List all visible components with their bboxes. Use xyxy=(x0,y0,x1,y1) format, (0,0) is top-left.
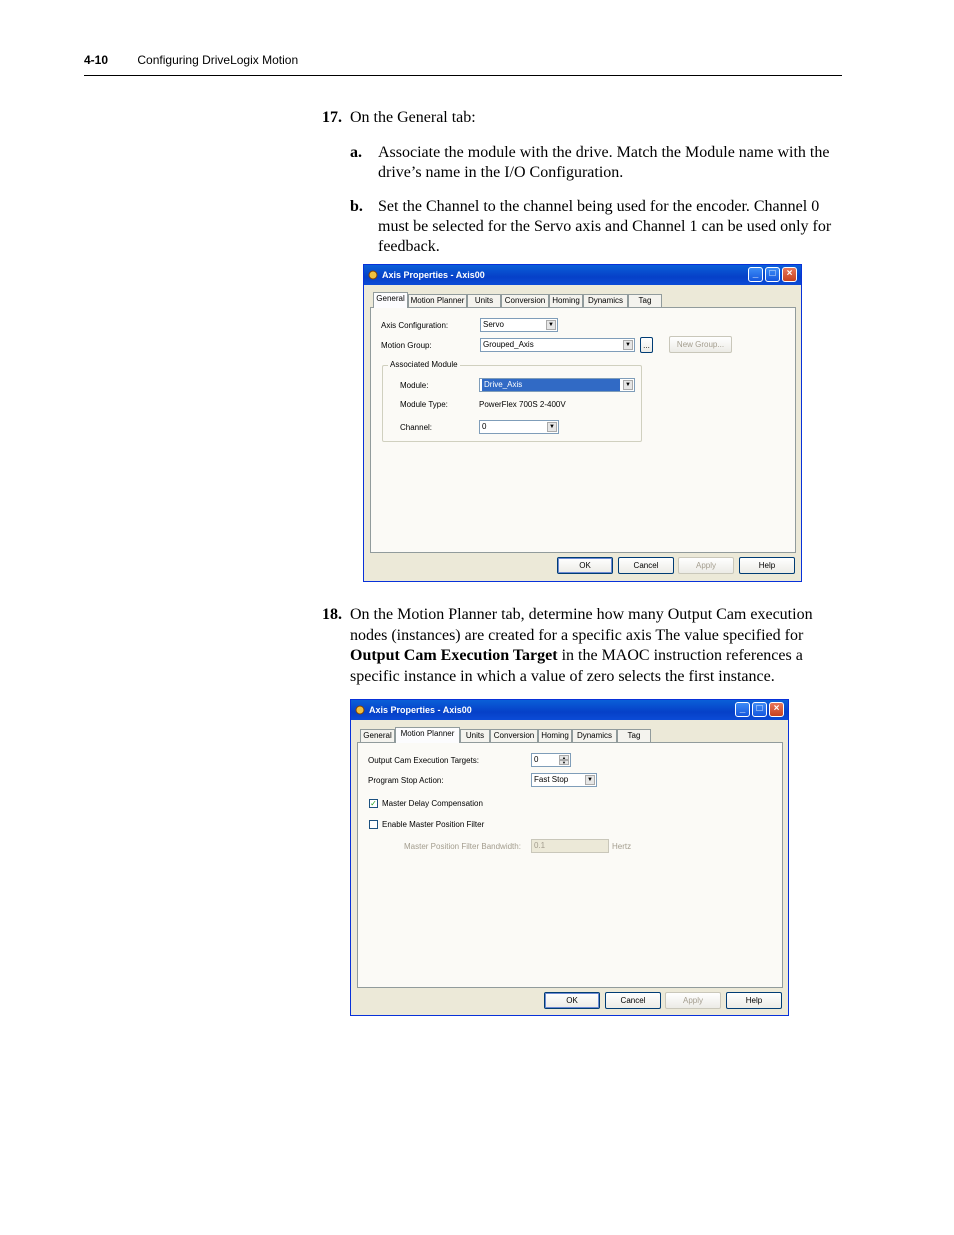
spin-up-icon[interactable]: ▲ xyxy=(559,755,569,760)
chapter-title: Configuring DriveLogix Motion xyxy=(137,53,299,67)
chevron-down-icon: ▼ xyxy=(585,775,595,785)
dialog-title: Axis Properties - Axis00 xyxy=(382,270,485,280)
new-group-button[interactable]: New Group... xyxy=(669,336,732,353)
tab-conversion[interactable]: Conversion xyxy=(490,729,538,742)
maximize-button[interactable] xyxy=(765,267,780,282)
tab-panel xyxy=(357,742,783,988)
module-type-value: PowerFlex 700S 2-400V xyxy=(479,400,566,409)
enable-master-position-filter-label: Enable Master Position Filter xyxy=(382,820,485,829)
filter-bandwidth-input[interactable]: 0.1 xyxy=(531,839,609,853)
associated-module-group xyxy=(382,360,642,442)
tab-motion-planner[interactable]: Motion Planner xyxy=(395,727,460,743)
tab-dynamics[interactable]: Dynamics xyxy=(572,729,617,742)
channel-select[interactable]: 0 ▼ xyxy=(479,420,559,434)
checkmark-icon: ✓ xyxy=(370,799,377,808)
ok-button[interactable]: OK xyxy=(557,557,613,574)
axis-properties-dialog-motion-planner xyxy=(350,699,789,1016)
tab-motion-planner[interactable]: Motion Planner xyxy=(408,294,467,307)
apply-button[interactable]: Apply xyxy=(678,557,734,574)
substep-letter: b. xyxy=(350,198,363,215)
master-delay-compensation-checkbox[interactable] xyxy=(369,799,378,808)
maximize-icon: □ xyxy=(756,703,763,714)
substep-text: Associate the module with the drive. Match the Module name with the drive’s name in the I/O Configuration. xyxy=(378,144,830,181)
axis-configuration-select[interactable]: Servo ▼ xyxy=(480,318,558,332)
motion-group-label: Motion Group: xyxy=(381,341,432,350)
minimize-icon: _ xyxy=(752,268,759,279)
tab-units[interactable]: Units xyxy=(467,294,501,307)
tab-homing[interactable]: Homing xyxy=(538,729,572,742)
chevron-down-icon: ▼ xyxy=(546,320,556,330)
maximize-button[interactable] xyxy=(752,702,767,717)
apply-button[interactable]: Apply xyxy=(665,992,721,1009)
spin-down-icon[interactable]: ▼ xyxy=(559,760,569,765)
browse-button[interactable]: ... xyxy=(640,337,653,353)
chevron-down-icon: ▼ xyxy=(623,380,633,390)
header-rule xyxy=(84,75,842,76)
minimize-button[interactable] xyxy=(735,702,750,717)
title-bar[interactable] xyxy=(351,700,788,720)
running-header xyxy=(84,53,298,67)
tab-units[interactable]: Units xyxy=(460,729,490,742)
enable-master-position-filter-checkbox[interactable] xyxy=(369,820,378,829)
help-button[interactable]: Help xyxy=(739,557,795,574)
axis-icon xyxy=(355,705,365,715)
tab-panel xyxy=(370,307,796,553)
tab-dynamics[interactable]: Dynamics xyxy=(583,294,628,307)
axis-properties-dialog-general xyxy=(363,264,802,582)
channel-label: Channel: xyxy=(400,423,433,432)
step-17 xyxy=(322,108,842,129)
close-button[interactable] xyxy=(769,702,784,717)
help-button[interactable]: Help xyxy=(726,992,782,1009)
dialog-title: Axis Properties - Axis00 xyxy=(369,705,472,715)
minimize-button[interactable] xyxy=(748,267,763,282)
substep-a xyxy=(350,143,842,183)
program-stop-action-label: Program Stop Action: xyxy=(368,776,444,785)
substep-letter: a. xyxy=(350,144,362,161)
substep-text: Set the Channel to the channel being used for the encoder. Channel 0 must be selected for the Servo axis and Channel 1 can be used only for feedback. xyxy=(378,198,832,255)
tab-tag[interactable]: Tag xyxy=(628,294,662,307)
close-icon: × xyxy=(786,268,793,279)
chevron-down-icon: ▼ xyxy=(547,422,557,432)
title-bar[interactable] xyxy=(364,265,801,285)
substep-b xyxy=(350,197,842,257)
close-icon: × xyxy=(773,703,780,714)
chevron-down-icon: ▼ xyxy=(623,340,633,350)
cancel-button[interactable]: Cancel xyxy=(618,557,674,574)
filter-bandwidth-unit: Hertz xyxy=(612,842,632,851)
cancel-button[interactable]: Cancel xyxy=(605,992,661,1009)
step-18 xyxy=(322,605,842,687)
step-number: 17. xyxy=(322,109,342,126)
step-text: On the General tab: xyxy=(350,109,476,126)
filter-bandwidth-label: Master Position Filter Bandwidth: xyxy=(404,842,521,851)
close-button[interactable] xyxy=(782,267,797,282)
master-delay-compensation-label: Master Delay Compensation xyxy=(382,799,483,808)
step-number: 18. xyxy=(322,606,342,623)
tab-conversion[interactable]: Conversion xyxy=(501,294,549,307)
axis-configuration-label: Axis Configuration: xyxy=(381,321,449,330)
module-type-label: Module Type: xyxy=(400,400,448,409)
group-title: Associated Module xyxy=(390,360,458,369)
tab-general[interactable]: General xyxy=(373,292,408,308)
module-select[interactable]: Drive_Axis ▼ xyxy=(479,378,635,392)
ok-button[interactable]: OK xyxy=(544,992,600,1009)
module-label: Module: xyxy=(400,381,429,390)
output-cam-targets-spinner[interactable]: 0 ▲ ▼ xyxy=(531,753,571,767)
motion-group-select[interactable]: Grouped_Axis ▼ xyxy=(480,338,635,352)
step-text: On the Motion Planner tab, determine how many Output Cam execution nodes (instances) are created for a specific axis The value specified for Output Cam Execution Target in the MAOC instruction references a specific instance in which a value of zero selects the first instance. xyxy=(350,606,813,685)
maximize-icon: □ xyxy=(769,268,776,279)
minimize-icon: _ xyxy=(739,703,746,714)
program-stop-action-select[interactable]: Fast Stop ▼ xyxy=(531,773,597,787)
tab-tag[interactable]: Tag xyxy=(617,729,651,742)
bold-term: Output Cam Execution Target xyxy=(350,647,558,664)
axis-icon xyxy=(368,270,378,280)
tab-general[interactable]: General xyxy=(360,729,395,742)
tab-homing[interactable]: Homing xyxy=(549,294,583,307)
page-number: 4-10 xyxy=(84,53,109,67)
output-cam-targets-label: Output Cam Execution Targets: xyxy=(368,756,480,765)
